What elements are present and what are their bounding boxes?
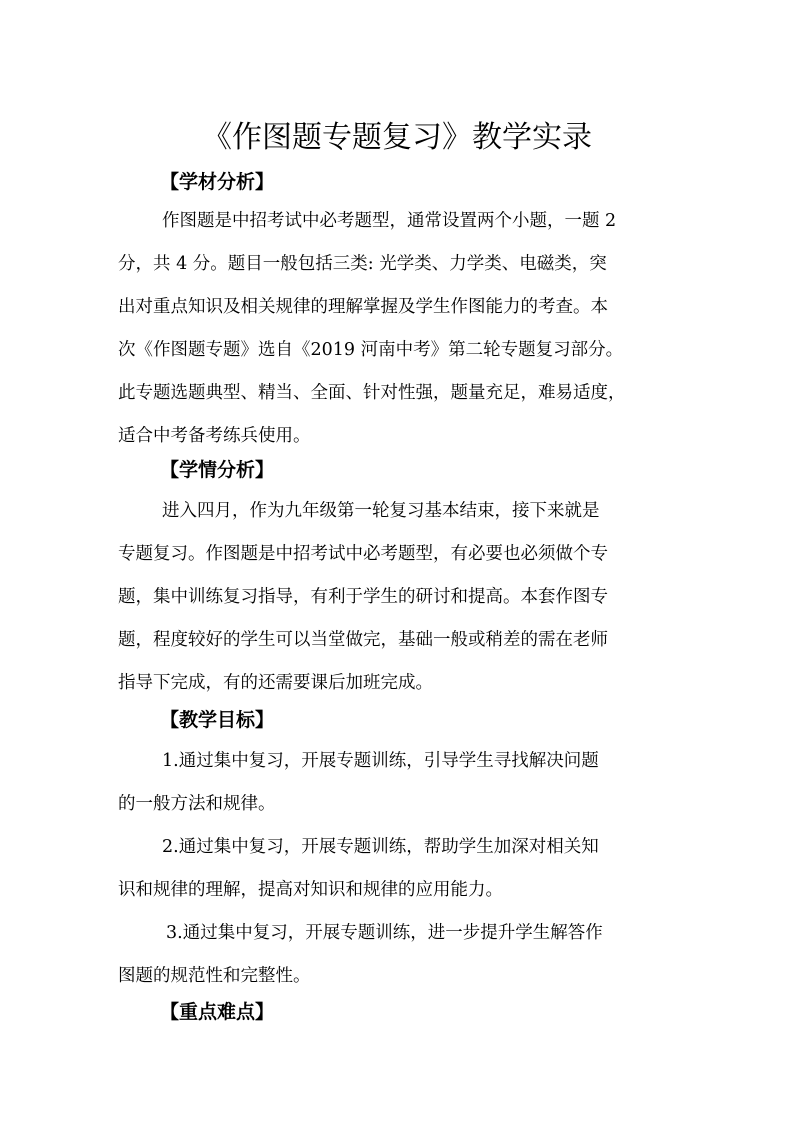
- goal-item-3: [118, 912, 680, 998]
- text-line: 3.通过集中复习，开展专题训练，进一步提升学生解答作: [166, 923, 603, 943]
- section-heading-learner-analysis: 【学情分析】: [160, 459, 275, 481]
- section-heading-key-points: 【重点难点】: [160, 1001, 275, 1023]
- text-line: 进入四月，作为九年级第一轮复习基本结束，接下来就是: [162, 501, 600, 521]
- text-line: 此专题选题典型、精当、全面、针对性强，题量充足，难易适度，: [118, 383, 626, 403]
- text-line: 2.通过集中复习，开展专题训练，帮助学生加深对相关知: [162, 837, 599, 857]
- section-heading-teaching-goals: 【教学目标】: [160, 709, 275, 731]
- text-line: 识和规律的理解，提高对知识和规律的应用能力。: [118, 880, 503, 900]
- text-line: 专题复习。作图题是中招考试中必考题型，有必要也必须做个专: [118, 544, 608, 564]
- text-line: 次《作图题专题》选自《2019 河南中考》第二轮专题复习部分。: [118, 340, 624, 360]
- text-line: 指导下完成，有的还需要课后加班完成。: [118, 673, 433, 693]
- paragraph-material-analysis: [118, 200, 680, 458]
- text-line: 分，共 4 分。题目一般包括三类: 光学类、力学类、电磁类，突: [118, 254, 607, 274]
- text-line: 出对重点知识及相关规律的理解掌握及学生作图能力的考查。本: [118, 297, 608, 317]
- section-heading-material-analysis: 【学材分析】: [160, 171, 275, 193]
- text-line: 1.通过集中复习，开展专题训练，引导学生寻找解决问题: [162, 751, 599, 771]
- text-line: 作图题是中招考试中必考题型，通常设置两个小题，一题 2: [162, 211, 617, 231]
- text-line: 图题的规范性和完整性。: [118, 966, 311, 986]
- text-line: 的一般方法和规律。: [118, 794, 276, 814]
- text-line: 题，集中训练复习指导，有利于学生的研讨和提高。本套作图专: [118, 587, 608, 607]
- text-line: 适合中考备考练兵使用。: [118, 426, 311, 446]
- goal-item-2: [118, 826, 680, 912]
- paragraph-learner-analysis: [118, 490, 680, 705]
- goal-item-1: [118, 740, 680, 826]
- text-line: 题，程度较好的学生可以当堂做完，基础一般或稍差的需在老师: [118, 630, 608, 650]
- document-title: 《作图题专题复习》教学实录: [202, 120, 592, 155]
